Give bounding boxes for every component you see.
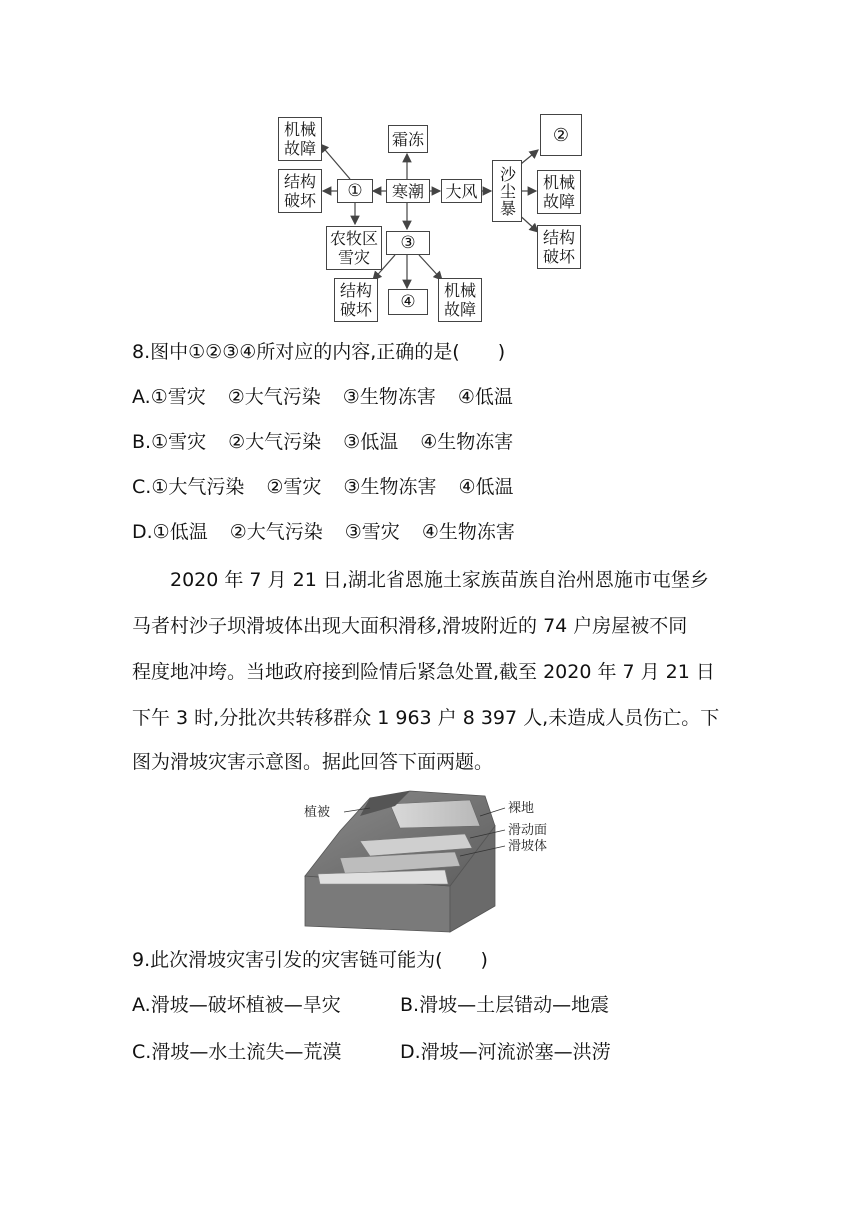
box-n4: ④ [388, 289, 428, 315]
passage-line-5: 图为滑坡灾害示意图。据此回答下面两题。 [132, 751, 494, 773]
option-item: ①低温 [152, 521, 208, 543]
option-item: ③生物冻害 [342, 386, 436, 408]
option-item: ①雪灾 [150, 386, 206, 408]
box-n2: ② [540, 114, 582, 156]
option-item: ④生物冻害 [420, 431, 514, 453]
q9-option-a [132, 993, 341, 1017]
option-item: ②大气污染 [229, 521, 323, 543]
q8-option-b [132, 430, 513, 454]
option-item: ②大气污染 [228, 431, 322, 453]
disaster-chain-diagram [270, 108, 630, 328]
box-farm-snow: 农牧区雪灾 [326, 226, 382, 270]
box-mech-fault-2: 机械故障 [537, 170, 581, 214]
option-letter: D. [400, 1041, 421, 1063]
box-struct-damage-1: 结构破坏 [278, 169, 322, 213]
q8-option-a [132, 385, 513, 409]
box-sandstorm: 沙尘暴 [492, 160, 522, 222]
label-vegetation: 植被 [304, 805, 331, 820]
question-8-stem: 8.图中①②③④所对应的内容,正确的是( ) [132, 341, 506, 363]
bare-ground-area [390, 800, 480, 828]
label-bare-ground: 裸地 [508, 801, 535, 816]
box-frost: 霜冻 [388, 125, 428, 153]
option-item: ④生物冻害 [421, 521, 515, 543]
option-item: ②雪灾 [266, 476, 322, 498]
passage-line-2: 马者村沙子坝滑坡体出现大面积滑移,滑坡附近的 74 户房屋被不同 [132, 615, 688, 637]
option-letter: B. [400, 994, 420, 1016]
option-letter: C. [132, 1041, 152, 1063]
option-letter: D. [132, 521, 153, 543]
option-item: ②大气污染 [227, 386, 321, 408]
box-mech-fault-3: 机械故障 [438, 278, 482, 322]
label-slide-body: 滑坡体 [508, 839, 548, 854]
option-letter: A. [132, 994, 151, 1016]
option-letter: B. [132, 431, 152, 453]
box-n3: ③ [386, 231, 430, 255]
option-text: 滑坡—水土流失—荒漠 [151, 1041, 342, 1063]
question-9-stem: 9.此次滑坡灾害引发的灾害链可能为( ) [132, 949, 488, 971]
option-item: ④低温 [458, 476, 514, 498]
option-text: 滑坡—河流淤塞—洪涝 [420, 1041, 611, 1063]
option-text: 滑坡—破坏植被—旱灾 [150, 994, 341, 1016]
box-mech-fault-1: 机械故障 [278, 117, 322, 161]
option-letter: A. [132, 386, 151, 408]
q9-option-b [400, 993, 609, 1017]
passage-line-1: 2020 年 7 月 21 日,湖北省恩施土家族苗族自治州恩施市屯堡乡 [170, 569, 709, 591]
passage-line-4: 下午 3 时,分批次共转移群众 1 963 户 8 397 人,未造成人员伤亡。下 [132, 707, 720, 729]
box-struct-damage-2: 结构破坏 [537, 225, 581, 269]
box-cold-wave: 寒潮 [386, 179, 430, 203]
box-n1: ① [337, 179, 373, 203]
option-item: ③雪灾 [344, 521, 400, 543]
option-item: ③低温 [343, 431, 399, 453]
q8-option-d [132, 520, 515, 544]
option-item: ①雪灾 [151, 431, 207, 453]
option-letter: C. [132, 476, 152, 498]
q9-option-d [400, 1040, 611, 1064]
box-struct-damage-3: 结构破坏 [334, 278, 378, 322]
option-item: ③生物冻害 [343, 476, 437, 498]
landslide-illustration [300, 786, 590, 936]
option-item: ④低温 [457, 386, 513, 408]
box-gale: 大风 [441, 179, 482, 203]
q9-option-c [132, 1040, 341, 1064]
passage-line-3: 程度地冲垮。当地政府接到险情后紧急处置,截至 2020 年 7 月 21 日 [132, 661, 715, 683]
option-item: ①大气污染 [151, 476, 245, 498]
label-slip-surface: 滑动面 [508, 823, 548, 838]
q8-option-c [132, 475, 514, 499]
option-text: 滑坡—土层错动—地震 [419, 994, 610, 1016]
